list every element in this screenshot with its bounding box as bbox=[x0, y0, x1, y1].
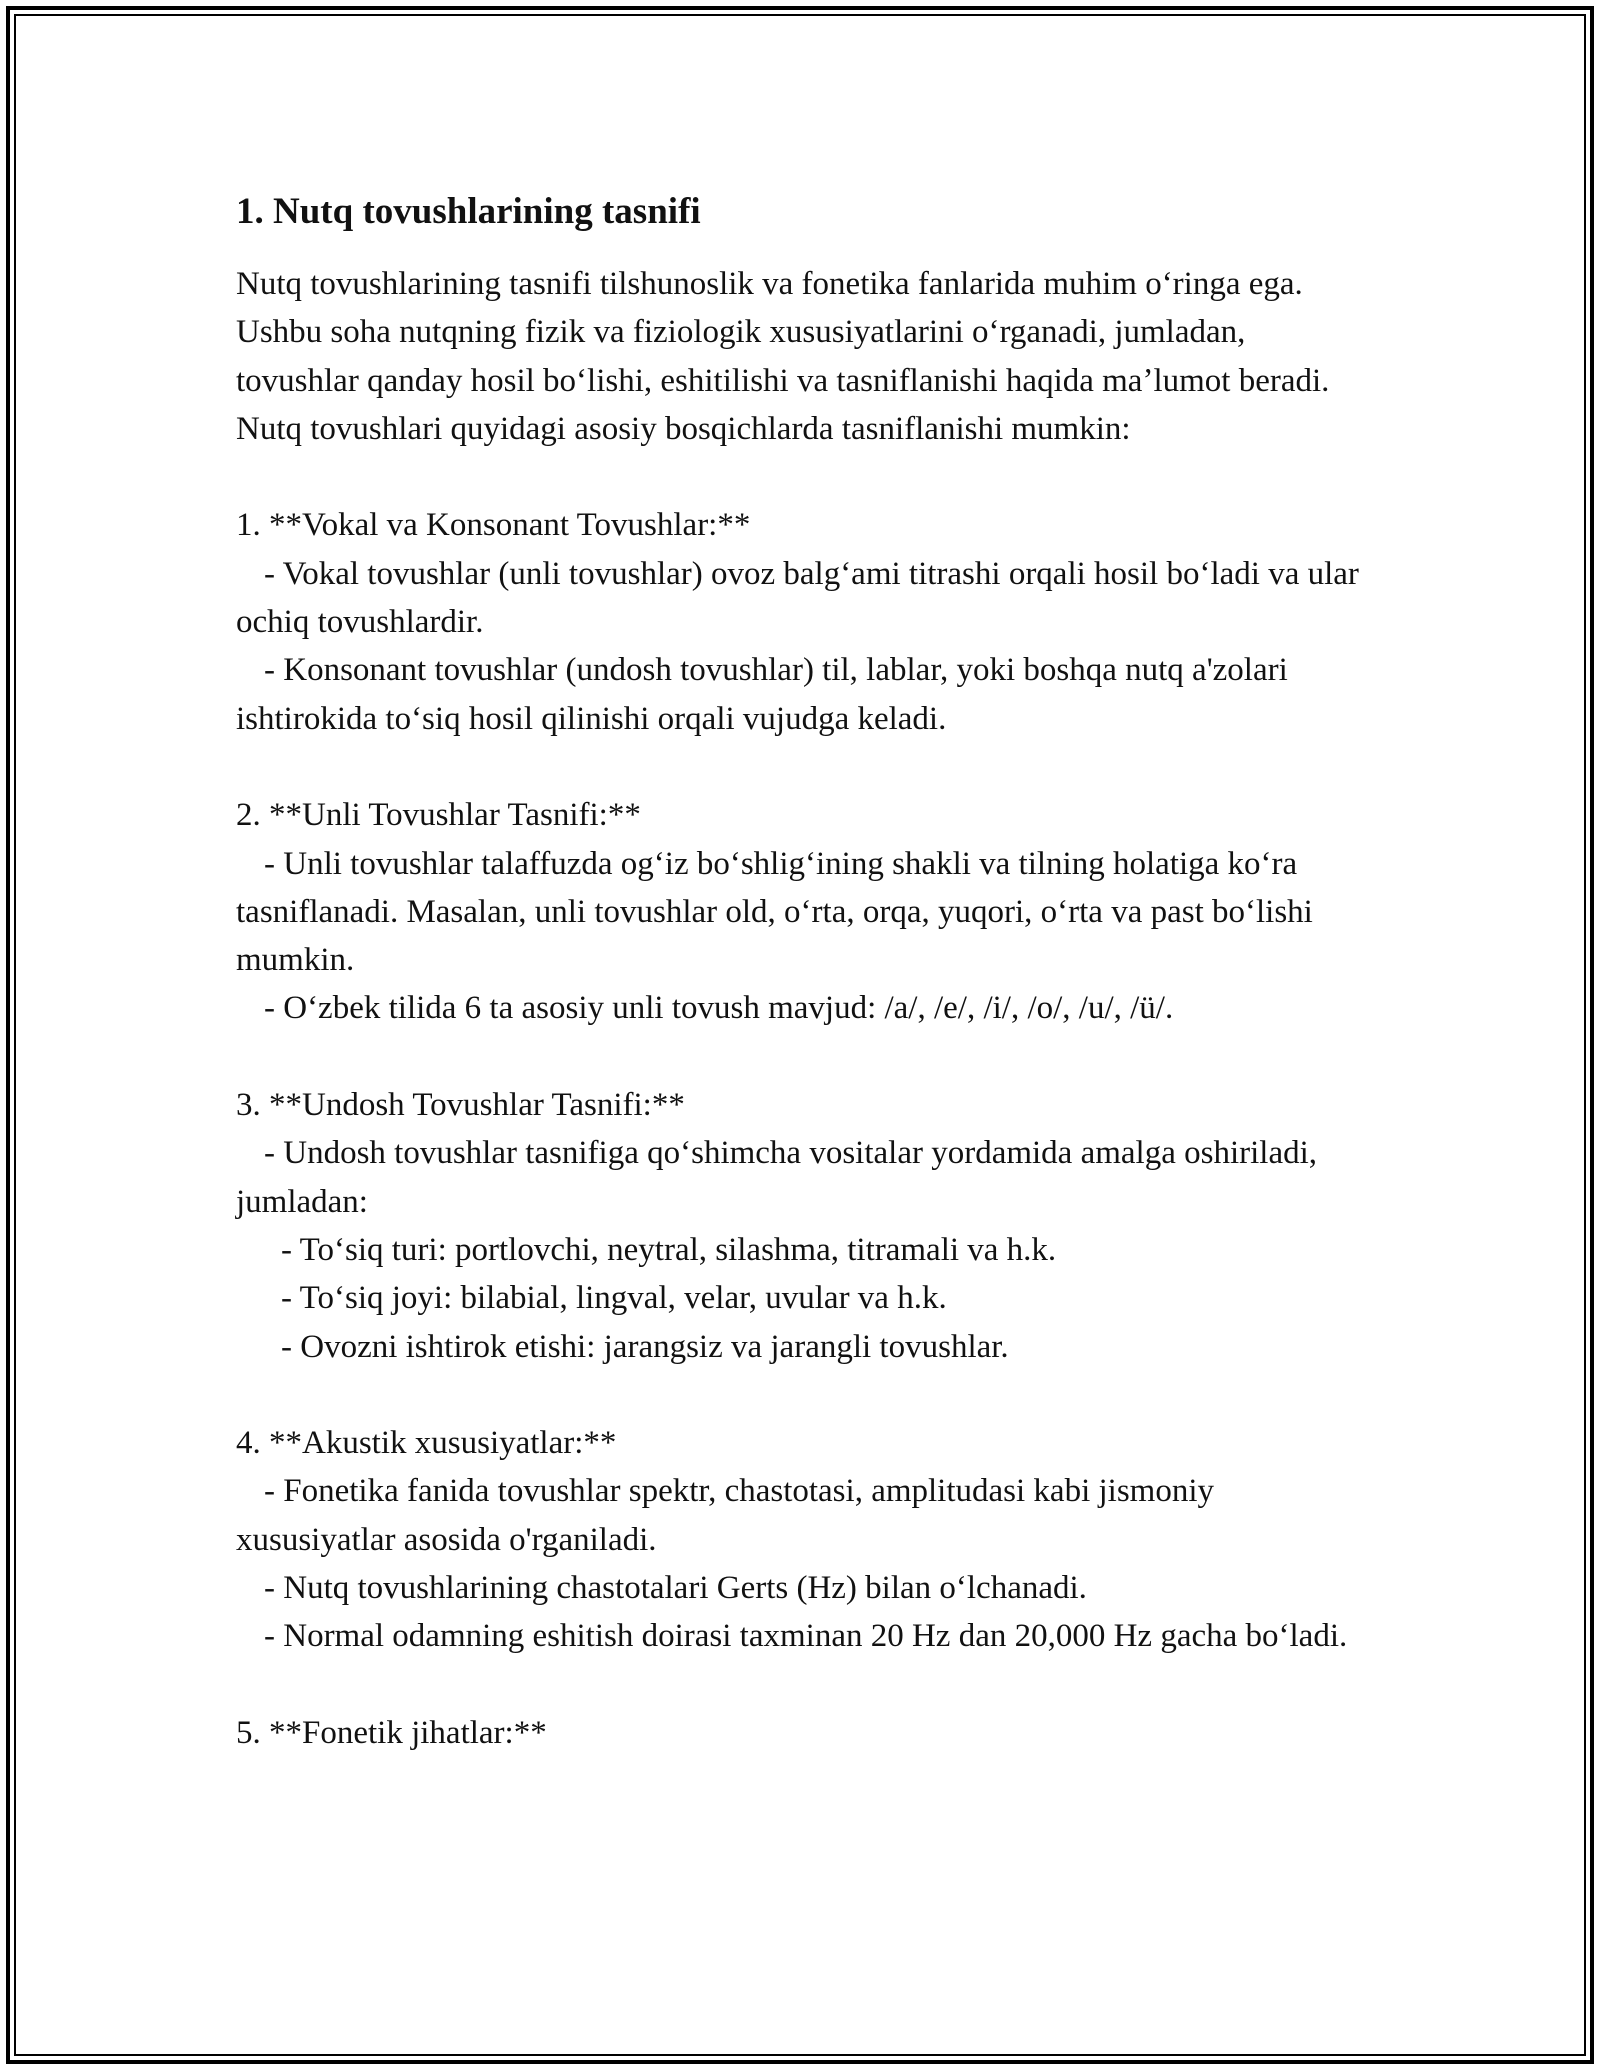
section-heading: 2. **Unli Tovushlar Tasnifi:** bbox=[236, 797, 641, 834]
section-heading: 5. **Fonetik jihatlar:** bbox=[236, 1714, 547, 1751]
section-akustik bbox=[236, 1419, 1366, 1660]
intro-paragraph: Nutq tovushlarining tasnifi tilshunoslik va fonetika fanlarida muhim oʻringa ega. Ushbu soha nutqning fizik va fiziologik xususiyatlarini oʻrganadi, jumladan, tovushlar qanday hosil boʻlishi, eshitilishi va tasniflanishi haqida maʼlumot beradi. Nutq tovushlari quyidagi asosiy bosqichlarda tasniflanishi mumkin: bbox=[236, 266, 1330, 447]
list-item: - Konsonant tovushlar (undosh tovushlar) til, lablar, yoki boshqa nutq a'zolari ishtirokida toʻsiq hosil qilinishi orqali vujudga keladi. bbox=[236, 652, 1297, 737]
section-vokal-konsonant bbox=[236, 501, 1366, 742]
list-item: - Nutq tovushlarining chastotalari Gerts (Hz) bilan oʻlchanadi. bbox=[264, 1570, 1087, 1607]
sub-list-item: - Toʻsiq turi: portlovchi, neytral, silashma, titramali va h.k. bbox=[281, 1231, 1057, 1268]
list-item: - Normal odamning eshitish doirasi taxminan 20 Hz dan 20,000 Hz gacha boʻladi. bbox=[264, 1618, 1348, 1655]
list-item: - Fonetika fanida tovushlar spektr, chastotasi, amplitudasi kabi jismoniy xususiyatlar asosida o'rganiladi. bbox=[236, 1473, 1223, 1558]
section-fonetik bbox=[236, 1709, 1366, 1757]
section-unli-tasnifi bbox=[236, 791, 1366, 1032]
list-item: - Oʻzbek tilida 6 ta asosiy unli tovush mavjud: /a/, /e/, /i/, /o/, /u/, /ü/. bbox=[264, 990, 1174, 1027]
document-body bbox=[236, 188, 1366, 1757]
sub-list-item: - Toʻsiq joyi: bilabial, lingval, velar, uvular va h.k. bbox=[281, 1280, 947, 1317]
section-heading: 4. **Akustik xususiyatlar:** bbox=[236, 1425, 617, 1462]
section-undosh-tasnifi bbox=[236, 1081, 1366, 1371]
section-heading: 1. **Vokal va Konsonant Tovushlar:** bbox=[236, 507, 751, 544]
list-item: - Unli tovushlar talaffuzda ogʻiz boʻshligʻining shakli va tilning holatiga koʻra tasniflanadi. Masalan, unli tovushlar old, oʻrta, orqa, yuqori, oʻrta va past boʻlishi mumkin. bbox=[236, 845, 1322, 979]
sub-list-item: - Ovozni ishtirok etishi: jarangsiz va jarangli tovushlar. bbox=[281, 1328, 1009, 1365]
section-heading: 3. **Undosh Tovushlar Tasnifi:** bbox=[236, 1087, 685, 1124]
document-title: 1. Nutq tovushlarining tasnifi bbox=[236, 191, 701, 232]
list-item: - Undosh tovushlar tasnifiga qoʻshimcha vositalar yordamida amalga oshiriladi, jumladan: bbox=[236, 1135, 1326, 1220]
list-item: - Vokal tovushlar (unli tovushlar) ovoz balgʻami titrashi orqali hosil boʻladi va ular ochiq tovushlardir. bbox=[236, 555, 1368, 641]
